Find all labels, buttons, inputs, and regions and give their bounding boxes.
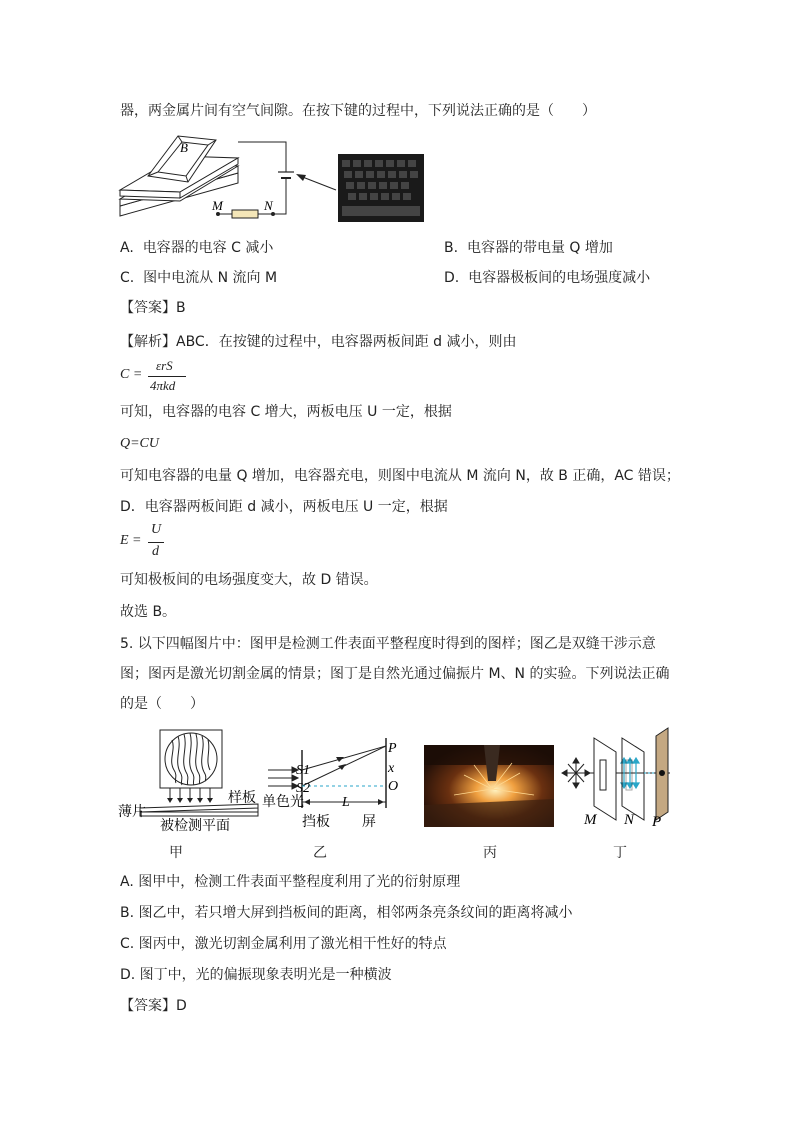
figure-yi <box>262 736 412 836</box>
q5-stem-line-3: 的是（ ） <box>120 696 204 712</box>
q4-option-c: C. 图中电流从 N 流向 M <box>120 270 278 286</box>
caption-jia: 甲 <box>169 845 183 861</box>
label-baffle: 挡板 <box>302 814 330 830</box>
capacitor-keyboard-figure <box>118 128 438 228</box>
label-screen-P: P <box>652 814 662 830</box>
resistor <box>232 210 258 218</box>
formula-capacitance: C = εrS 4πkd <box>120 358 190 394</box>
label-polarizer-N: N <box>624 812 635 828</box>
q4-analysis-line-1: 【解析】ABC．在按键的过程中，电容器两板间距 d 减小，则由 <box>120 334 517 350</box>
label-sample: 样板 <box>228 790 256 806</box>
q4-option-b: B. 电容器的带电量 Q 增加 <box>444 240 613 256</box>
label-M: M <box>212 198 223 213</box>
label-O: O <box>388 779 399 794</box>
label-P: P <box>388 741 397 756</box>
figure-jia <box>118 728 268 838</box>
q4-analysis-line-2: 可知，电容器的电容 C 增大，两板电压 U 一定，根据 <box>120 404 452 420</box>
q4-analysis-line-4: 可知电容器的电量 Q 增加，电容器充电，则图中电流从 M 流向 N，故 B 正确，AC 错误； <box>120 468 680 484</box>
formula-field: E = U d <box>120 522 180 562</box>
label-thin-sheet: 薄片 <box>118 804 146 820</box>
q4-intro: 器，两金属片间有空气间隙。在按下键的过程中，下列说法正确的是（ ） <box>120 103 596 119</box>
q5-answer: 【答案】D <box>120 998 187 1014</box>
label-N: N <box>264 198 273 213</box>
label-B: B <box>180 140 188 155</box>
label-test-plane: 被检测平面 <box>160 818 230 834</box>
q5-stem-line-2: 图；图丙是激光切割金属的情景；图丁是自然光通过偏振片 M、N 的实验。下列说法正确 <box>120 666 670 682</box>
q4-option-a: A. 电容器的电容 C 减小 <box>120 240 274 256</box>
label-s1: S1 <box>296 763 310 778</box>
q4-analysis-line-6: 可知极板间的电场强度变大，故 D 错误。 <box>120 572 378 588</box>
label-mono-light: 单色光 <box>262 794 304 810</box>
caption-bing: 丙 <box>483 845 497 861</box>
q4-analysis-line-5: D．电容器两板间距 d 减小，两板电压 U 一定，根据 <box>120 499 448 515</box>
q4-answer: 【答案】B <box>120 300 186 316</box>
q4-option-d: D. 电容器极板间的电场强度减小 <box>444 270 651 286</box>
label-s2: S2 <box>296 781 310 796</box>
label-screen: 屏 <box>362 814 376 830</box>
q4-analysis-line-3: Q=CU <box>120 436 160 451</box>
figure-ding <box>560 726 680 834</box>
q5-stem-line-1: 5. 以下四幅图片中：图甲是检测工件表面平整程度时得到的图样；图乙是双缝干涉示意 <box>120 636 656 652</box>
label-polarizer-M: M <box>584 812 597 828</box>
caption-yi: 乙 <box>313 845 327 861</box>
label-L: L <box>342 795 350 810</box>
q5-option-c: C. 图丙中，激光切割金属利用了激光相干性好的特点 <box>120 936 447 952</box>
q5-option-d: D. 图丁中，光的偏振现象表明光是一种横波 <box>120 967 392 983</box>
q5-option-b: B. 图乙中，若只增大屏到挡板间的距离，相邻两条亮条纹间的距离将减小 <box>120 905 573 921</box>
label-x: x <box>388 761 395 776</box>
q5-option-a: A. 图甲中，检测工件表面平整程度利用了光的衍射原理 <box>120 874 461 890</box>
q4-analysis-line-7: 故选 B。 <box>120 604 177 620</box>
figure-bing-laser-photo <box>424 745 554 827</box>
caption-ding: 丁 <box>613 845 627 861</box>
